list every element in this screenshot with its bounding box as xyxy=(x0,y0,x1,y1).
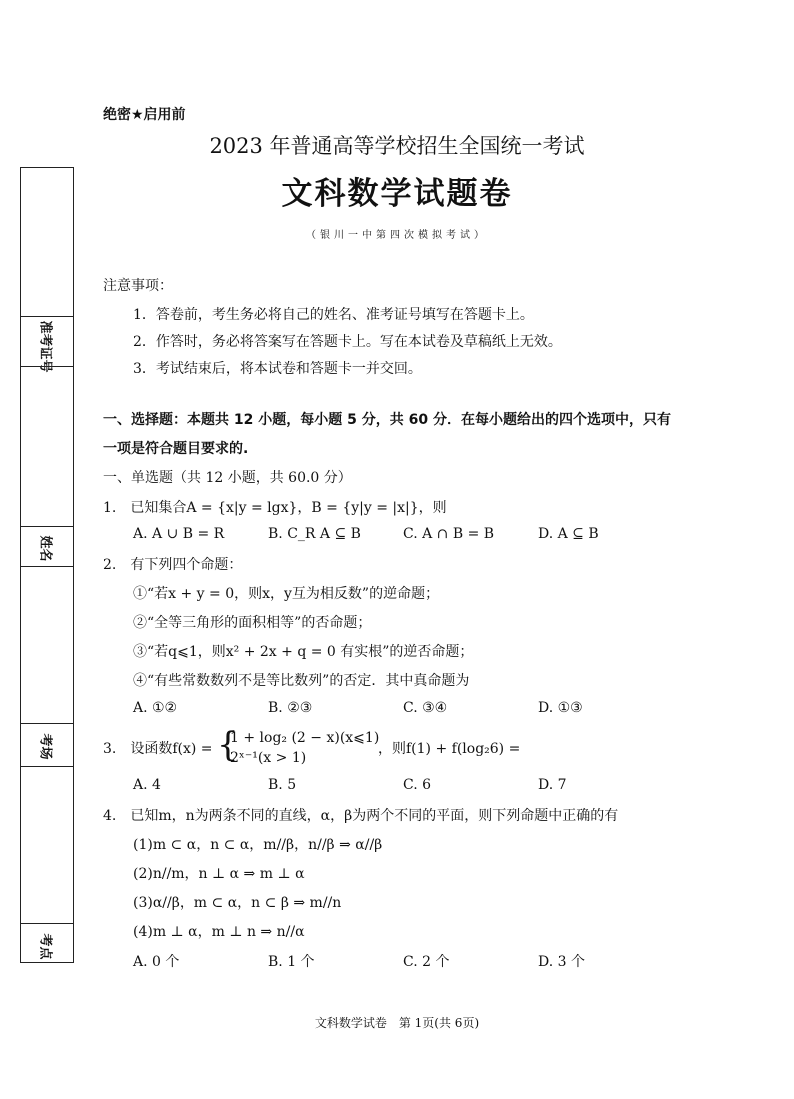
question-2-option-b: B. ②③ xyxy=(268,700,313,716)
question-3-piece-bottom: 2ˣ⁻¹(x > 1) xyxy=(230,750,307,766)
question-1-option-d: D. A ⊆ B xyxy=(538,526,599,542)
question-1-option-a: A. A ∪ B = R xyxy=(133,526,225,542)
exam-subtitle: （银川一中第四次模拟考试） xyxy=(306,230,488,241)
page-footer: 文科数学试卷 第 1页(共 6页) xyxy=(314,1016,480,1030)
question-4-option-c: C. 2 个 xyxy=(403,954,450,970)
question-1-option-c: C. A ∩ B = B xyxy=(403,526,495,542)
question-3-stem-prefix: 3. 设函数f(x) = xyxy=(103,741,213,757)
strip-label-exam-room: 考场 xyxy=(37,732,53,760)
notice-title: 注意事项： xyxy=(103,278,173,294)
question-1-option-b: B. C_R A ⊆ B xyxy=(268,526,361,542)
question-4-statement: (2)n//m，n ⊥ α ⇒ m ⊥ α xyxy=(133,866,305,882)
strip-label-exam-site: 考点 xyxy=(37,932,53,960)
question-4-stem: 4. 已知m，n为两条不同的直线，α，β为两个不同的平面，则下列命题中正确的有 xyxy=(103,808,619,824)
page-title: 文科数学试题卷 xyxy=(281,176,513,212)
question-4-option-a: A. 0 个 xyxy=(133,954,180,970)
notice-item: 2．作答时，务必将答案写在答题卡上。写在本试卷及草稿纸上无效。 xyxy=(133,334,562,350)
question-4-option-b: B. 1 个 xyxy=(268,954,315,970)
exam-title: 2023 年普通高等学校招生全国统一考试 xyxy=(209,134,585,158)
question-4-statement: (4)m ⊥ α，m ⊥ n ⇒ n//α xyxy=(133,924,305,940)
question-2-statement: ③“若q⩽1，则x² + 2x + q = 0 有实根”的逆否命题； xyxy=(133,644,474,660)
question-3-option-d: D. 7 xyxy=(538,777,567,793)
question-3-option-c: C. 6 xyxy=(403,777,432,793)
question-3-option-b: B. 5 xyxy=(268,777,297,793)
section-subheading: 一、单选题（共 12 小题，共 60.0 分） xyxy=(103,470,352,486)
question-2-option-a: A. ①② xyxy=(133,700,178,716)
question-1-stem: 1. 已知集合A = {x|y = lgx}，B = {y|y = |x|}，则 xyxy=(103,500,447,516)
question-3-option-a: A. 4 xyxy=(133,777,161,793)
binding-strip xyxy=(20,167,74,963)
question-2-statement: ②“全等三角形的面积相等”的否命题； xyxy=(133,615,372,631)
question-4-statement: (3)α//β，m ⊂ α，n ⊂ β ⇒ m//n xyxy=(133,895,342,911)
question-2-option-d: D. ①③ xyxy=(538,700,583,716)
question-3-stem-suffix: ，则f(1) + f(log₂6) = xyxy=(378,741,521,757)
question-2-option-c: C. ③④ xyxy=(403,700,448,716)
piecewise-brace: { xyxy=(217,725,239,765)
strip-divider xyxy=(21,766,73,767)
question-4-statement: (1)m ⊂ α，n ⊂ α，m//β，n//β ⇒ α//β xyxy=(133,837,383,853)
section-heading-line1: 一、选择题：本题共 12 小题，每小题 5 分，共 60 分．在每小题给出的四个选项中，只有 xyxy=(103,412,671,428)
question-2-statement: ①“若x + y = 0，则x，y互为相反数”的逆命题； xyxy=(133,586,440,602)
strip-label-exam-number: 准考证号 xyxy=(37,319,53,373)
question-4-option-d: D. 3 个 xyxy=(538,954,585,970)
section-heading-line2: 一项是符合题目要求的. xyxy=(103,441,249,457)
question-2-stem: 2. 有下列四个命题： xyxy=(103,557,243,573)
strip-label-name: 姓名 xyxy=(37,534,53,562)
question-3-piece-top: 1 + log₂ (2 − x)(x⩽1) xyxy=(230,730,380,746)
question-2-statement: ④“有些常数数列不是等比数列”的否定．其中真命题为 xyxy=(133,673,470,689)
notice-item: 1．答卷前，考生务必将自己的姓名、准考证号填写在答题卡上。 xyxy=(133,307,534,323)
secret-label: 绝密★启用前 xyxy=(103,107,186,123)
notice-item: 3．考试结束后，将本试卷和答题卡一并交回。 xyxy=(133,361,422,377)
strip-divider xyxy=(21,566,73,567)
strip-divider xyxy=(21,366,73,367)
